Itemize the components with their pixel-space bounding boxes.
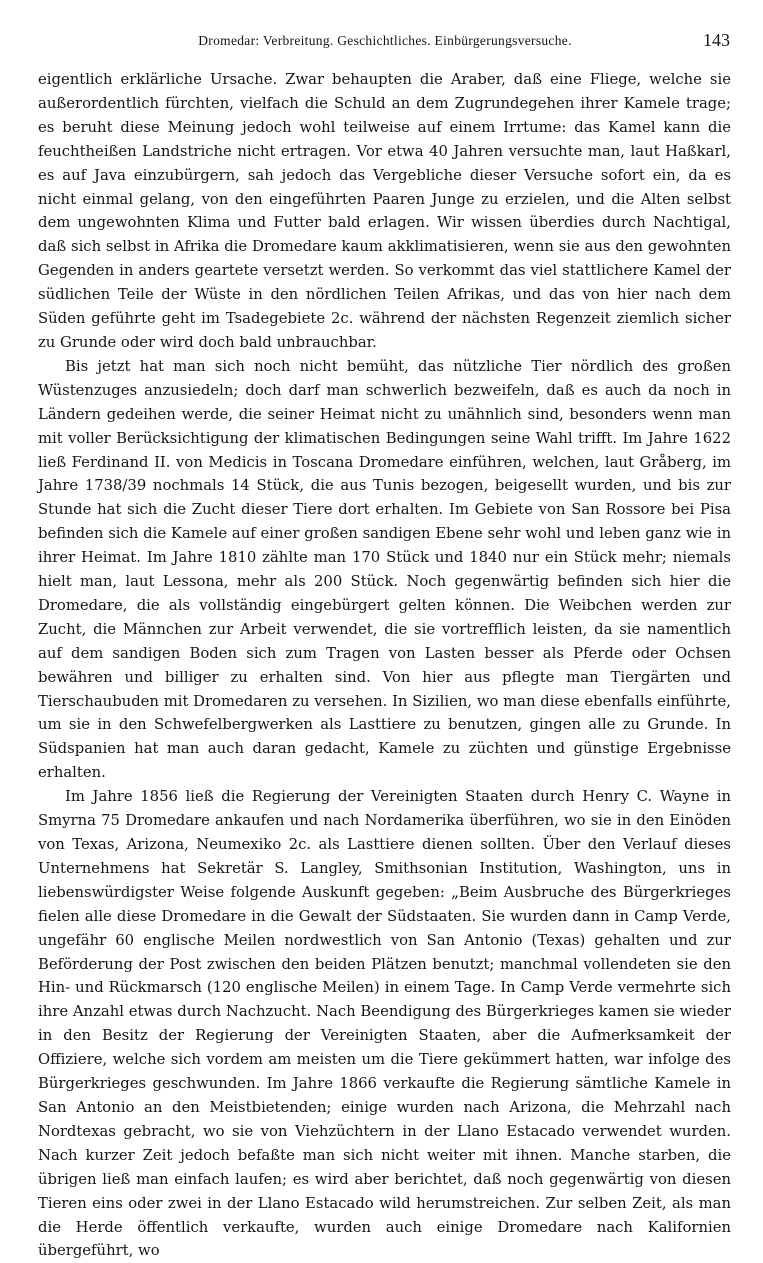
paragraph-1: eigentlich erklärliche Ursache. Zwar behaupten die Araber, daß eine Fliege, welche sie außerordentlich fürchten, vielfach die Schuld an dem Zugrundegehen ihrer Kamele trage; es beruht diese Meinung jedoch wohl teilweise auf einem Irrtume: das Kamel kann die feuchtheißen Landstriche nicht ertragen. Vor etwa 40 Jahren versuchte man, laut Haßkarl, es auf Java einzubürgern, sah jedoch das Vergebliche dieser Versuche sofort ein, da es nicht einmal gelang, von den eingeführten Paaren Junge zu erzielen, und die Alten selbst dem ungewohnten Klima und Futter bald erlagen. Wir wissen überdies durch Nachtigal, daß sich selbst in Afrika die Dromedare kaum akklimatisieren, wenn sie aus den gewohnten Gegenden in anders geartete versetzt werden. So verkommt das viel stattlichere Kamel der südlichen Teile der Wüste in den nördlichen Teilen Afrikas, und das von hier nach dem Süden geführte geht im Tsadegebiete 2c. während der nächsten Regenzeit ziemlich sicher zu Grunde oder wird doch bald unbrauchbar. xyxy=(38,71,731,351)
paragraph-2: Bis jetzt hat man sich noch nicht bemüht, das nützliche Tier nördlich des großen Wüstenzuges anzusiedeln; doch darf man schwerlich bezweifeln, daß es auch da noch in Ländern gedeihen werde, die seiner Heimat nicht zu unähnlich sind, besonders wenn man mit voller Berücksichtigung der klimatischen Bedingungen seine Wahl trifft. Im Jahre 1622 ließ Ferdinand II. von Medicis in Toscana Dromedare einführen, welchen, laut Gråberg, im Jahre 1738/39 nochmals 14 Stück, die aus Tunis bezogen, beigesellt wurden, und bis zur Stunde hat sich die Zucht dieser Tiere dort erhalten. Im Gebiete von San Rossore bei Pisa befinden sich die Kamele auf einer großen sandigen Ebene sehr wohl und leben ganz wie in ihrer Heimat. Im Jahre 1810 zählte man 170 Stück und 1840 nur ein Stück mehr; niemals hielt man, laut Lessona, mehr als 200 Stück. Noch gegenwärtig befinden sich hier die Dromedare, die als vollständig eingebürgert gelten können. Die Weibchen werden zur Zucht, die Männchen zur Arbeit verwendet, die sie vortrefflich leisten, da sie namentlich auf dem sandigen Boden sich zum Tragen von Lasten besser als Pferde oder Ochsen bewähren und billiger zu erhalten sind. Von hier aus pflegte man Tiergärten und Tierschaubuden mit Dromedaren zu versehen. In Sizilien, wo man diese ebenfalls einführte, um sie in den Schwefelbergwerken als Lasttiere zu benutzen, gingen alle zu Grunde. In Südspanien hat man auch daran gedacht, Kamele zu züchten und günstige Ergebnisse erhalten. xyxy=(38,357,731,782)
paragraph-3: Im Jahre 1856 ließ die Regierung der Vereinigten Staaten durch Henry C. Wayne in Smyrna 75 Dromedare ankaufen und nach Nordamerika überführen, wo sie in den Einöden von Texas, Arizona, Neumexiko 2c. als Lasttiere dienen sollten. Über den Verlauf dieses Unternehmens hat Sekretär S. Langley, Smithsonian Institution, Washington, uns in liebenswürdigster Weise folgende Auskunft gegeben: „Beim Ausbruche des Bürgerkrieges fielen alle diese Dromedare in die Gewalt der Südstaaten. Sie wurden dann in Camp Verde, ungefähr 60 englische Meilen nordwestlich von San Antonio (Texas) gehalten und zur Beförderung der Post zwischen den beiden Plätzen benutzt; manchmal vollendeten sie den Hin- und Rückmarsch (120 englische Meilen) in einem Tage. In Camp Verde vermehrte sich ihre Anzahl etwas durch Nachzucht. Nach Beendigung des Bürgerkrieges kamen sie wieder in den Besitz der Regierung der Vereinigten Staaten, aber die Aufmerksamkeit der Offiziere, welche sich vordem am meisten um die Tiere gekümmert hatten, war infolge des Bürgerkrieges geschwunden. Im Jahre 1866 verkaufte die Regierung sämtliche Kamele in San Antonio an den Meistbietenden; einige wurden nach Arizona, die Mehrzahl nach Nordtexas gebracht, wo sie von Viehzüchtern in der Llano Estacado verwendet wurden. Nach kurzer Zeit jedoch befaßte man sich nicht weiter mit ihnen. Manche starben, die übrigen ließ man einfach laufen; es wird aber berichtet, daß noch gegenwärtig von diesen Tieren eins oder zwei in der Llano Estacado wild herumstreichen. Zur selben Zeit, als man die Herde öffentlich verkaufte, wurden auch einige Dromedare nach Kalifornien übergeführt, wo xyxy=(38,788,731,1260)
running-title: Dromedar: Verbreitung. Geschichtliches. Einbürgerungsversuche. xyxy=(198,33,572,48)
body-text xyxy=(38,68,731,1263)
page-number: 143 xyxy=(703,30,730,50)
running-header xyxy=(40,30,730,54)
